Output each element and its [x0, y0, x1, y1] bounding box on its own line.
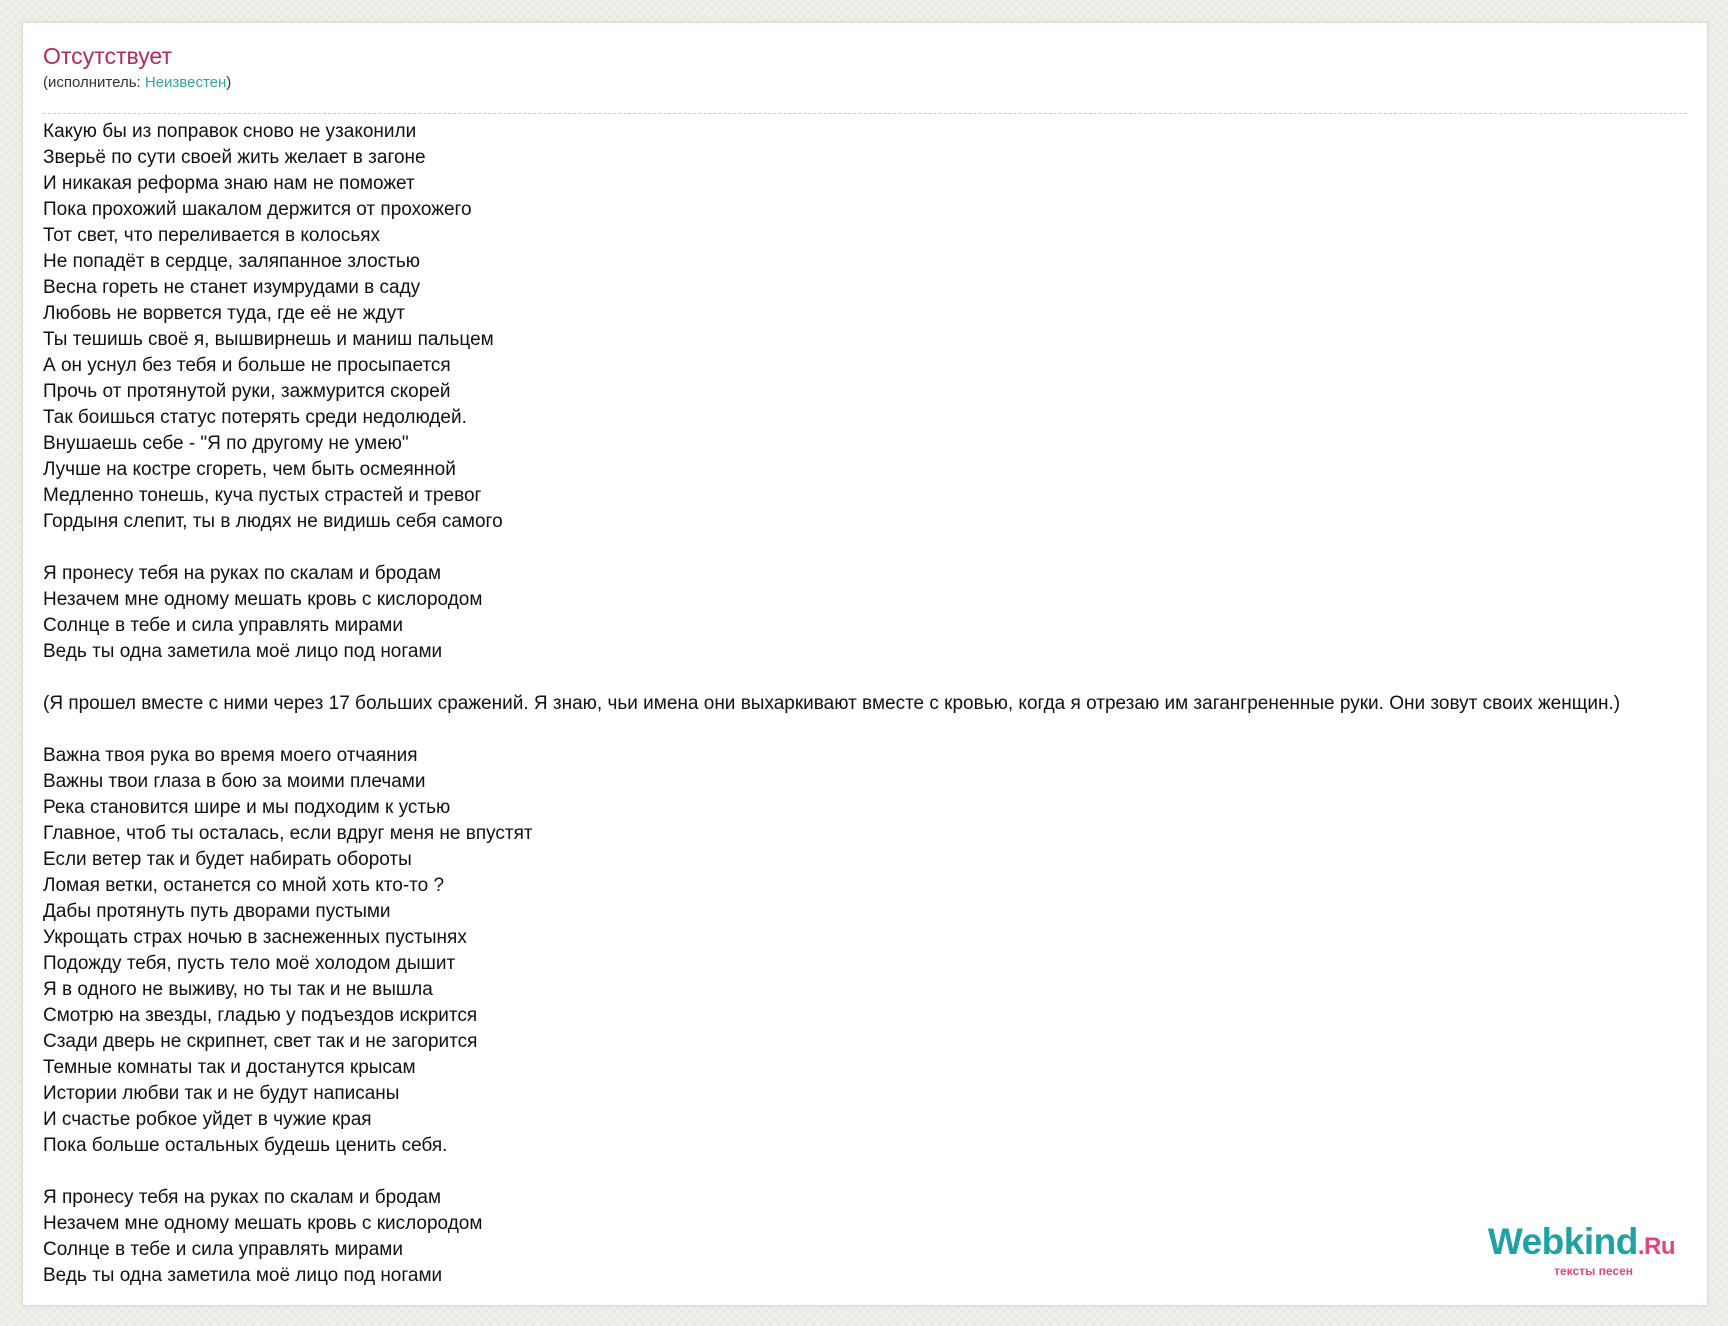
lyric-line: Пока больше остальных будешь ценить себя.: [43, 1135, 448, 1156]
performer-suffix: ): [226, 74, 232, 91]
lyric-line: Если ветер так и будет набирать обороты: [43, 849, 412, 870]
lyric-line: Ломая ветки, останется со мной хоть кто-то ?: [43, 875, 445, 896]
performer-link[interactable]: Неизвестен: [144, 74, 227, 91]
stanza-verse-2: [43, 743, 1708, 1159]
song-header: [43, 41, 1687, 117]
webkind-logo[interactable]: [1475, 1223, 1675, 1279]
lyric-line: Пока прохожий шакалом держится от прохожего: [43, 199, 472, 220]
lyric-line: Не попадёт в сердце, заляпанное злостью: [43, 251, 420, 272]
lyric-line: Главное, чтоб ты осталась, если вдруг меня не впустят: [43, 823, 533, 844]
lyric-line: Важны твои глаза в бою за моими плечами: [43, 771, 426, 792]
lyric-line: Укрощать страх ночью в заснеженных пустынях: [43, 927, 467, 948]
lyric-line: Важна твоя рука во время моего отчаяния: [43, 745, 418, 766]
stanza-interlude: [43, 691, 1708, 717]
lyric-line: Так боишься статус потерять среди недолюдей.: [43, 407, 467, 428]
lyric-line: Гордыня слепит, ты в людях не видишь себя самого: [43, 511, 503, 532]
lyric-line: Прочь от протянутой руки, зажмурится скорей: [43, 381, 451, 402]
lyric-line: Я пронесу тебя на руках по скалам и бродам: [43, 563, 442, 584]
lyric-line: Весна гореть не станет изумрудами в саду: [43, 277, 421, 298]
lyric-line: Я пронесу тебя на руках по скалам и бродам: [43, 1187, 442, 1208]
lyric-line: Солнце в тебе и сила управлять мирами: [43, 1239, 403, 1260]
lyric-line: Солнце в тебе и сила управлять мирами: [43, 615, 403, 636]
content-card: [22, 22, 1708, 1306]
lyric-line: Внушаешь себе - "Я по другому не умею": [43, 433, 409, 454]
logo-tld: .Ru: [1637, 1233, 1675, 1260]
lyric-line: Сзади дверь не скрипнет, свет так и не загорится: [43, 1031, 478, 1052]
song-title: Отсутствует: [43, 43, 172, 69]
lyric-line: Тот свет, что переливается в колосьях: [43, 225, 381, 246]
header-divider: [43, 113, 1687, 114]
lyric-line: А он уснул без тебя и больше не просыпается: [43, 355, 451, 376]
logo-tagline: тексты песен: [1554, 1264, 1633, 1278]
lyric-line: Медленно тонешь, куча пустых страстей и тревог: [43, 485, 482, 506]
stanza-verse-1: [43, 119, 1708, 535]
logo-name: Webkind: [1487, 1221, 1638, 1262]
lyric-line: И никакая реформа знаю нам не поможет: [43, 173, 415, 194]
lyric-line: Смотрю на звезды, гладью у подъездов искрится: [43, 1005, 478, 1026]
lyric-line: И счастье робкое уйдет в чужие края: [43, 1109, 372, 1130]
performer-line: [43, 73, 1687, 93]
stanza-chorus-1: [43, 561, 1708, 665]
lyric-line: Река становится шире и мы подходим к устью: [43, 797, 451, 818]
lyric-line: Незачем мне одному мешать кровь с кислородом: [43, 1213, 483, 1234]
performer-prefix: (исполнитель:: [43, 74, 145, 91]
lyric-line: Я в одного не выживу, но ты так и не вышла: [43, 979, 433, 1000]
logo-wordmark: [1475, 1223, 1675, 1266]
lyrics-text: [43, 119, 1708, 1306]
lyric-line: Ведь ты одна заметила моё лицо под ногами: [43, 1265, 443, 1286]
stanza-chorus-2: [43, 1185, 1708, 1289]
lyric-line: Ты тешишь своё я, вышвирнешь и маниш пальцем: [43, 329, 494, 350]
lyric-line: Дабы протянуть путь дворами пустыми: [43, 901, 391, 922]
lyric-line: Незачем мне одному мешать кровь с кислородом: [43, 589, 483, 610]
lyric-line: Темные комнаты так и достанутся крысам: [43, 1057, 416, 1078]
lyric-line: Ведь ты одна заметила моё лицо под ногами: [43, 641, 443, 662]
lyric-line: Зверьё по сути своей жить желает в загоне: [43, 147, 426, 168]
lyric-line: Лучше на костре сгореть, чем быть осмеянной: [43, 459, 456, 480]
lyric-line: Какую бы из поправок сново не узаконили: [43, 121, 417, 142]
lyric-line: Истории любви так и не будут написаны: [43, 1083, 400, 1104]
lyric-line: Любовь не ворвется туда, где её не ждут: [43, 303, 405, 324]
lyric-line: Подожду тебя, пусть тело моё холодом дышит: [43, 953, 456, 974]
lyric-line: (Я прошел вместе с ними через 17 больших сражений. Я знаю, чьи имена они выхаркивают вместе с кровью, когда я отрезаю им загангрененные руки. Они зовут своих женщин.): [43, 693, 1621, 714]
